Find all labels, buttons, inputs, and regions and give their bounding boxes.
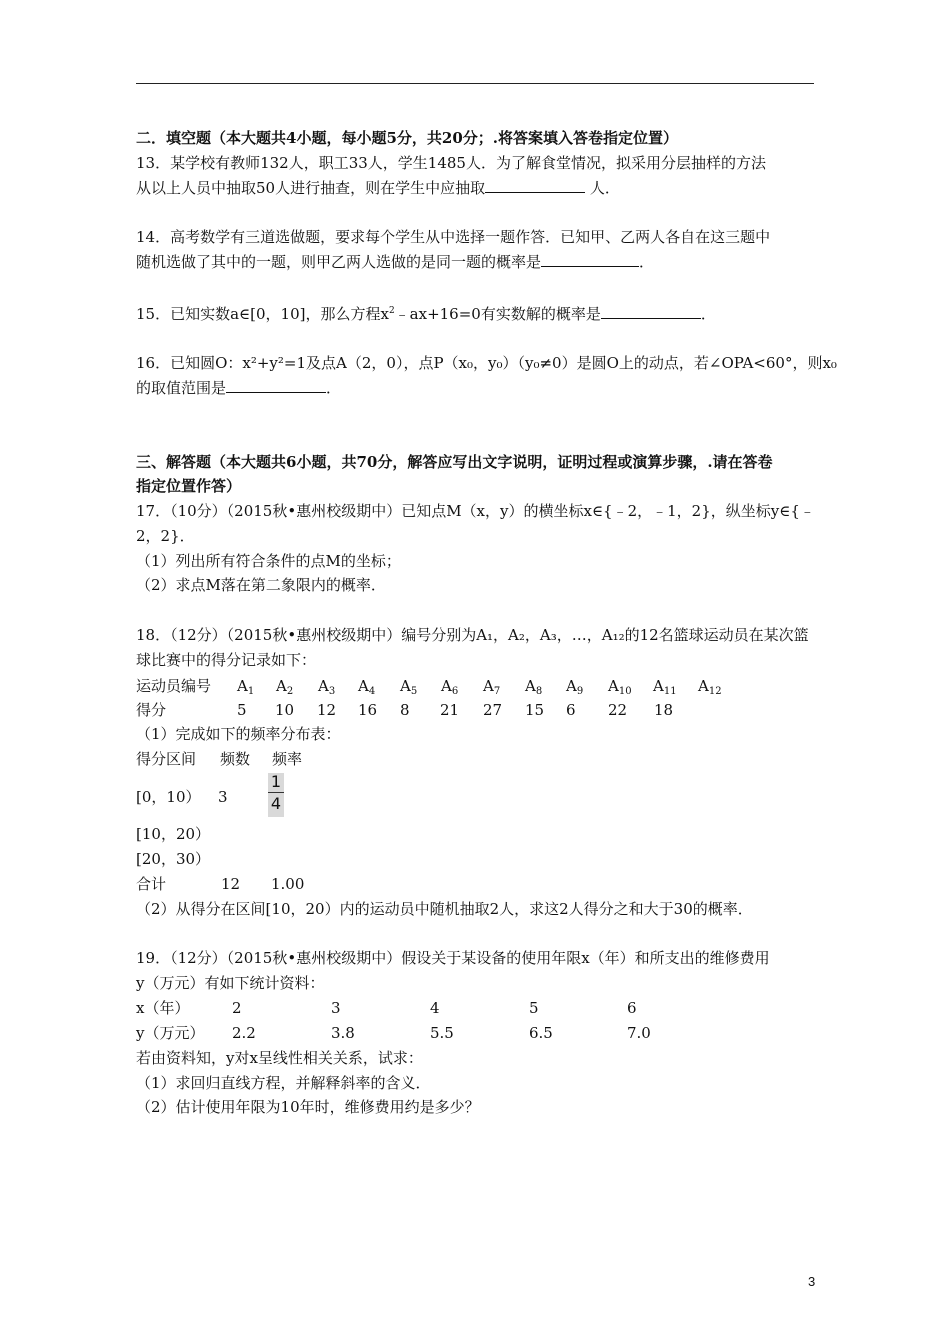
- q16-line2: [136, 376, 341, 400]
- y-value-1: 2.2: [232, 1024, 256, 1042]
- q16-answer-blank: [226, 376, 326, 393]
- score-value-5: 8: [400, 701, 410, 719]
- athlete-id-7: $A_7$: [483, 677, 501, 697]
- q14-line1: 14．高考数学有三道选做题，要求每个学生从中选择一题作答．已知甲、乙两人各自在这三题中: [136, 228, 771, 246]
- athlete-label: 运动员编号: [136, 677, 212, 695]
- score-value-3: 12: [317, 701, 337, 719]
- x-value-3: 4: [430, 999, 440, 1017]
- freq-header-count: 频数: [220, 750, 251, 768]
- fraction-numerator: 1: [268, 773, 284, 793]
- x-value-4: 5: [529, 999, 539, 1017]
- x-value-2: 3: [331, 999, 341, 1017]
- athlete-id-12: $A_{12}$: [698, 677, 722, 697]
- freq-row1-interval: [0，10）: [136, 788, 201, 806]
- y-label: y（万元）: [136, 1024, 205, 1042]
- page-number: 3: [808, 1274, 816, 1289]
- q16-text: 的取值范围是: [136, 379, 227, 397]
- q19-part2: （2）估计使用年限为10年时，维修费用约是多少？: [136, 1098, 480, 1116]
- q19-part1: （1）求回归直线方程，并解释斜率的含义．: [136, 1074, 431, 1092]
- athlete-id-5: $A_5$: [400, 677, 418, 697]
- score-label: 得分: [136, 701, 167, 719]
- q15-line: [136, 299, 716, 326]
- athlete-id-6: $A_6$: [441, 677, 459, 697]
- athlete-id-4: $A_4$: [358, 677, 376, 697]
- athlete-id-2: $A_2$: [276, 677, 294, 697]
- athlete-id-11: $A_{11}$: [653, 677, 677, 697]
- x-label: x（年）: [136, 999, 190, 1017]
- score-value-7: 27: [483, 701, 503, 719]
- q14-text: 随机选做了其中的一题，则甲乙两人选做的是同一题的概率是: [136, 253, 542, 271]
- q15-text: 15．已知实数a∈[0，10]，那么方程x: [136, 305, 389, 323]
- q14-answer-blank: [541, 250, 639, 267]
- q13-text-end: 人．: [585, 179, 620, 197]
- section2-header: 二．填空题（本大题共4小题，每小题5分，共20分；.将答案填入答卷指定位置）: [136, 129, 678, 147]
- q18-part2: （2）从得分在区间[10，20）内的运动员中随机抽取2人，求这2人得分之和大于30的概率．: [136, 900, 753, 918]
- freq-row3-interval: [20，30）: [136, 850, 211, 868]
- q13-line2: [136, 176, 620, 200]
- athlete-id-3: $A_3$: [318, 677, 336, 697]
- freq-header-frequency: 频率: [272, 750, 303, 768]
- freq-total-frequency: 1.00: [271, 875, 305, 893]
- score-value-11: 18: [654, 701, 674, 719]
- top-rule: [136, 83, 814, 84]
- q16-line1: 16．已知圆O：x²+y²=1及点A（2，0），点P（x₀，y₀）（y₀≠0）是圆O上的动点，若∠OPA<60°，则x₀: [136, 354, 837, 372]
- fraction-denominator: 4: [270, 794, 282, 813]
- q17-part1: （1）列出所有符合条件的点M的坐标；: [136, 552, 401, 570]
- score-value-8: 15: [525, 701, 545, 719]
- x-value-5: 6: [627, 999, 637, 1017]
- x-value-1: 2: [232, 999, 242, 1017]
- q15-text-end: ．: [700, 305, 716, 323]
- q19-line3: 若由资料知，y对x呈线性相关关系，试求：: [136, 1049, 423, 1067]
- q13-answer-blank: [485, 176, 585, 193]
- athlete-id-10: $A_{10}$: [608, 677, 632, 697]
- score-value-10: 22: [608, 701, 628, 719]
- y-value-2: 3.8: [331, 1024, 355, 1042]
- q14-text-end: ．: [639, 253, 655, 271]
- freq-row1-fraction: [268, 773, 284, 817]
- q13-text: 从以上人员中抽取50人进行抽查，则在学生中应抽取: [136, 179, 486, 197]
- freq-header-interval: 得分区间: [136, 750, 197, 768]
- athlete-id-9: $A_9$: [566, 677, 584, 697]
- q15-exponent: 2: [388, 306, 395, 316]
- q18-part1: （1）完成如下的频率分布表：: [136, 725, 341, 743]
- q18-line1: 18．（12分）（2015秋•惠州校级期中）编号分别为A₁，A₂，A₃，…，A₁₂的12名篮球运动员在某次篮: [136, 626, 809, 644]
- q13-line1: 13．某学校有教师132人，职工33人，学生1485人．为了解食堂情况，拟采用分层抽样的方法: [136, 154, 766, 172]
- athlete-id-8: $A_8$: [525, 677, 543, 697]
- y-value-4: 6.5: [529, 1024, 553, 1042]
- score-value-9: 6: [566, 701, 576, 719]
- freq-row2-interval: [10，20）: [136, 825, 211, 843]
- y-value-5: 7.0: [627, 1024, 651, 1042]
- freq-total-label: 合计: [136, 875, 167, 893]
- q19-line1: 19．（12分）（2015秋•惠州校级期中）假设关于某设备的使用年限x（年）和所支出的维修费用: [136, 949, 770, 967]
- q16-text-end: ．: [326, 379, 342, 397]
- section3-header-line2: 指定位置作答）: [136, 477, 242, 495]
- score-value-2: 10: [275, 701, 295, 719]
- q19-line2: y（万元）有如下统计资料：: [136, 974, 325, 992]
- score-value-4: 16: [358, 701, 378, 719]
- q17-line2: 2，2}．: [136, 527, 195, 545]
- q15-text-2: ﹣ax+16=0有实数解的概率是: [394, 305, 601, 323]
- q17-line1: 17．（10分）（2015秋•惠州校级期中）已知点M（x，y）的横坐标x∈{﹣2，﹣1，2}，纵坐标y∈{﹣: [136, 502, 815, 520]
- q17-part2: （2）求点M落在第二象限内的概率．: [136, 576, 386, 594]
- score-value-1: 5: [237, 701, 247, 719]
- q14-line2: [136, 250, 654, 274]
- y-value-3: 5.5: [430, 1024, 454, 1042]
- q18-line2: 球比赛中的得分记录如下：: [136, 651, 317, 669]
- freq-total-count: 12: [221, 875, 241, 893]
- athlete-id-1: $A_1$: [237, 677, 255, 697]
- score-value-6: 21: [440, 701, 460, 719]
- q15-answer-blank: [601, 302, 701, 319]
- section3-header-line1: 三、解答题（本大题共6小题，共70分，解答应写出文字说明，证明过程或演算步骤，.请在答卷: [136, 453, 773, 471]
- freq-row1-count: 3: [218, 788, 228, 806]
